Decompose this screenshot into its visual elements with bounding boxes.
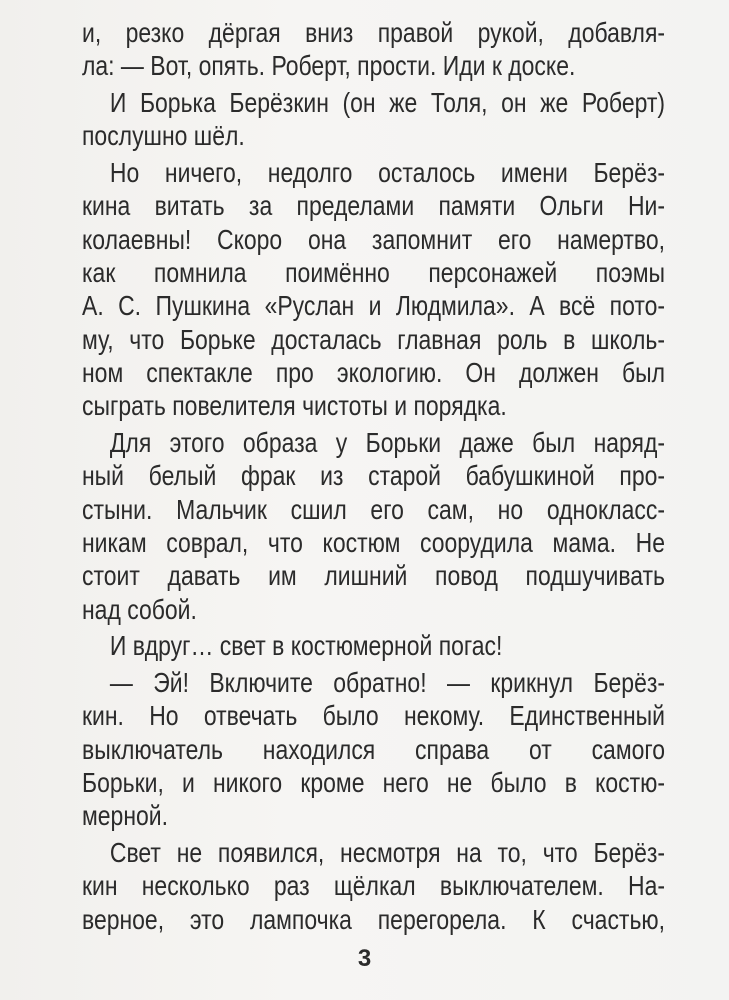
paragraph — [82, 86, 665, 153]
text-line: и, резко дёргая вниз правой рукой, добавля- — [82, 17, 666, 48]
text-line: как помнила поимённо персонажей поэмы — [82, 257, 666, 289]
text-line: И вдруг… свет в костюмерной погас! — [109, 630, 503, 662]
paragraph — [82, 156, 665, 422]
page-number: 3 — [357, 945, 372, 972]
text-line: над собой. — [82, 593, 197, 625]
text-line: колаевны! Скоро она запомнит его намертво, — [82, 223, 666, 255]
text-line: мерной. — [82, 800, 168, 832]
text-line: выключатель находился справа от самого — [82, 733, 666, 765]
text-line: Борьки, и никого кроме него не было в костю- — [82, 767, 666, 799]
text-line: И Борька Берёзкин (он же Толя, он же Роберт) — [109, 87, 666, 119]
page-body-text — [82, 16, 665, 940]
text-line: ла: — Вот, опять. Роберт, прости. Иди к доске. — [82, 50, 576, 82]
text-line: ном спектакле про экологию. Он должен был — [82, 356, 666, 388]
paragraph — [82, 16, 665, 83]
text-line: — Эй! Включите обратно! — крикнул Берёз- — [109, 667, 666, 699]
text-line: стыни. Мальчик сшил его сам, но однокласс- — [82, 493, 666, 525]
text-line: кин. Но отвечать было некому. Единственный — [82, 700, 666, 732]
text-line: ный белый фрак из старой бабушкиной про- — [82, 460, 666, 492]
paragraph — [82, 836, 665, 936]
text-line: сыграть повелителя чистоты и порядка. — [82, 390, 507, 422]
text-line: Свет не появился, несмотря на то, что Берёз- — [109, 837, 666, 869]
text-line: кин несколько раз щёлкал выключателем. На- — [82, 870, 666, 902]
paragraph — [82, 426, 665, 626]
text-line: му, что Борьке досталась главная роль в школь- — [82, 323, 666, 355]
paragraph — [82, 629, 665, 662]
text-line: послушно шёл. — [82, 120, 245, 152]
text-line: А. С. Пушкина «Руслан и Людмила». А всё пото- — [82, 290, 666, 322]
text-line: стоит давать им лишний повод подшучивать — [82, 560, 666, 592]
text-line: Но ничего, недолго осталось имени Берёз- — [109, 157, 666, 189]
text-line: кина витать за пределами памяти Ольги Ни- — [82, 190, 666, 222]
text-line: Для этого образа у Борьки даже был наряд- — [109, 427, 666, 459]
text-line: никам соврал, что костюм соорудила мама. Не — [82, 526, 666, 558]
text-line: верное, это лампочка перегорела. К счастью, — [82, 903, 666, 935]
paragraph — [82, 666, 665, 832]
